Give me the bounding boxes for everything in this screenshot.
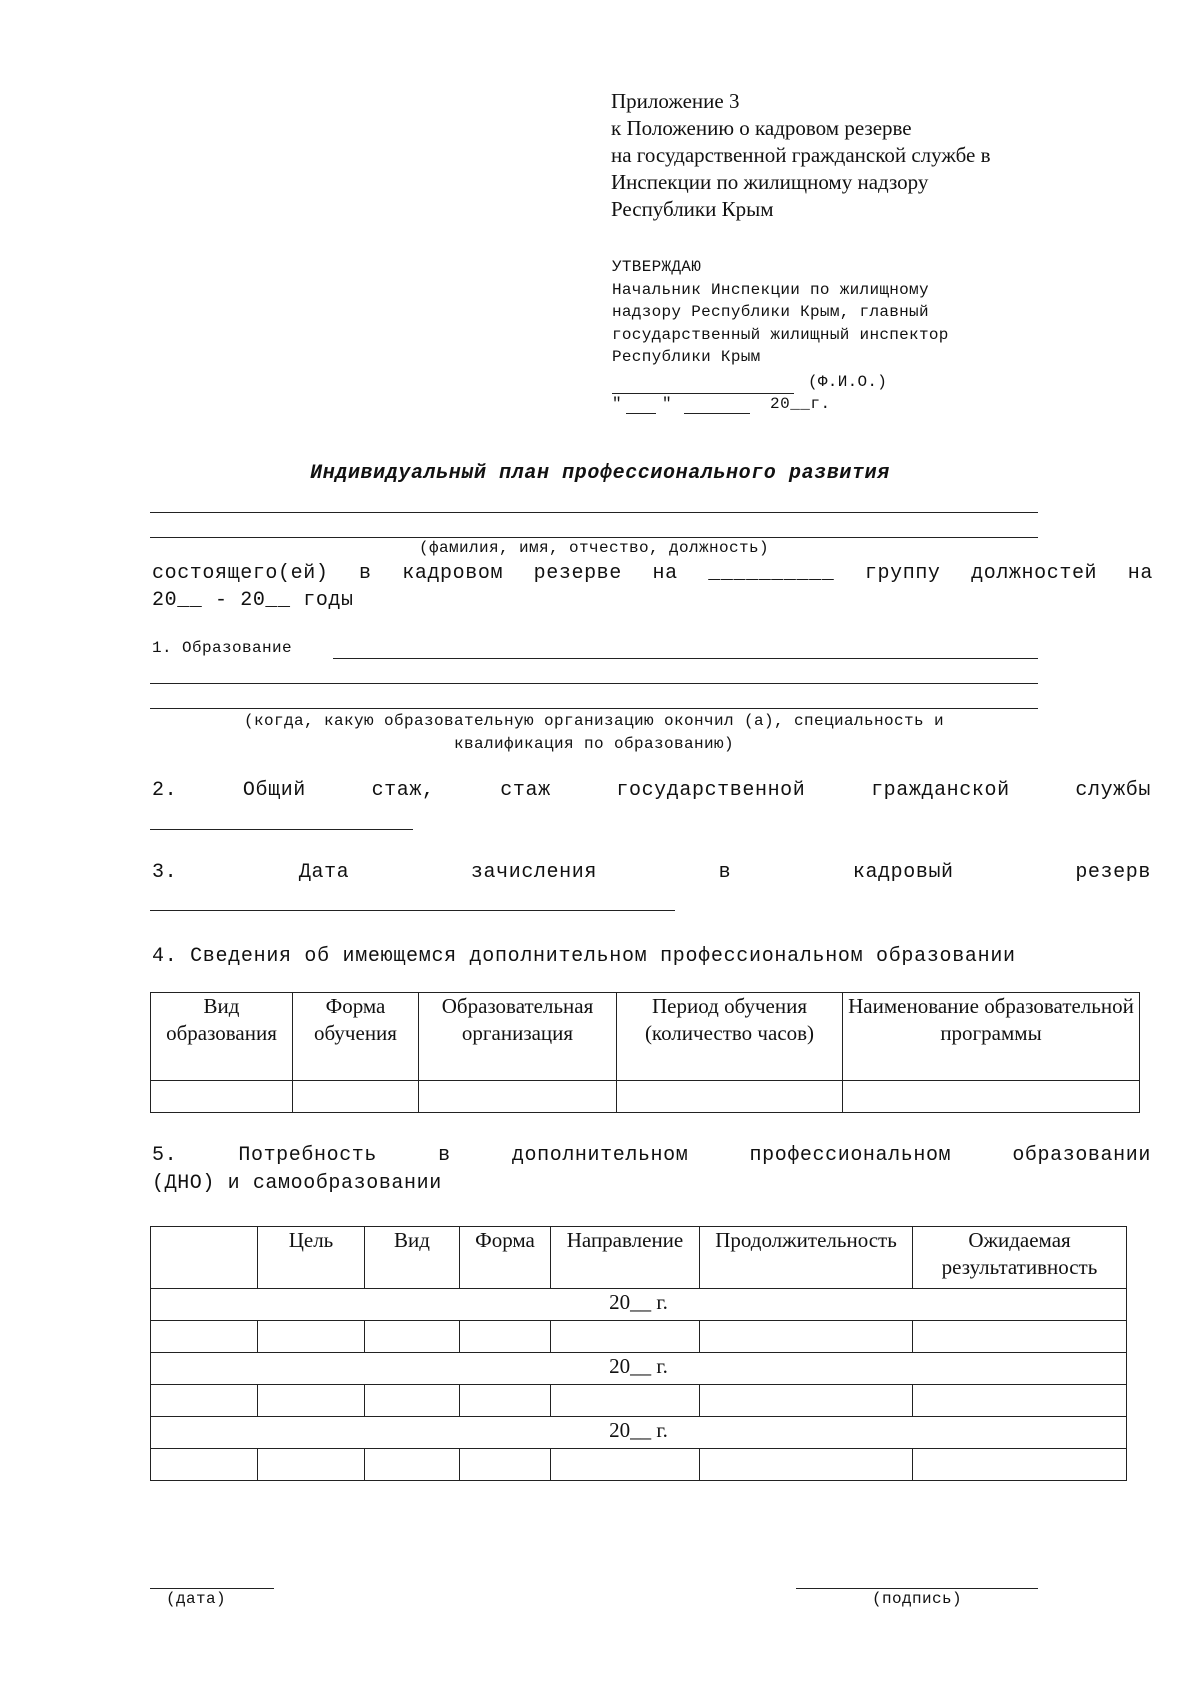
column-header: Период обучения (количество часов) [617,993,843,1081]
year-row [151,1353,1127,1385]
table-cell[interactable] [258,1321,365,1353]
column-header: Форма обучения [293,993,419,1081]
table-row [151,1449,1127,1481]
reserve-word: в [359,562,372,585]
table-cell[interactable] [700,1385,913,1417]
table-cell[interactable] [551,1449,700,1481]
year-label: 20__ г. [151,1417,1127,1449]
column-header: Ожидаемая результативность [913,1227,1127,1289]
education-line-1[interactable] [333,658,1038,659]
appendix-line: на государственной гражданской службе в [611,143,991,167]
table-cell[interactable] [365,1321,460,1353]
section2-sentence [152,779,1151,802]
table-cell[interactable] [617,1081,843,1113]
section3-sentence [152,861,1151,884]
document-title: Индивидуальный план профессионального развития [310,462,890,485]
table-cell[interactable] [843,1081,1140,1113]
table-cell[interactable] [551,1385,700,1417]
year-row [151,1289,1127,1321]
table-cell[interactable] [460,1321,551,1353]
section3-word: кадровый [852,861,954,884]
section2-word: стаж, [371,779,435,802]
reserve-years: 20__ - 20__ годы [152,589,354,612]
table-header-row [151,993,1140,1081]
column-header: Направление [551,1227,700,1289]
section1-label: 1. Образование [152,639,293,657]
column-header [151,1227,258,1289]
education-caption-line: (когда, какую образовательную организацию окончил (а), специальность и [243,712,945,730]
dno-table [150,1226,1127,1481]
reserve-word: кадровом [402,562,504,585]
column-header: Цель [258,1227,365,1289]
approval-line: Начальник Инспекции по жилищному [612,280,929,299]
table-cell[interactable] [419,1081,617,1113]
education-line-3[interactable] [150,708,1038,709]
reserve-word: состоящего(ей) [152,562,329,585]
reserve-word: должностей [971,562,1098,585]
date-quote-close: " [662,395,672,413]
appendix-line: Инспекции по жилищному надзору [611,170,929,194]
column-header: Вид образования [151,993,293,1081]
column-header: Форма [460,1227,551,1289]
section3-word: зачисления [470,861,597,884]
appendix-line: Республики Крым [611,197,774,221]
section3-word: в [718,861,732,884]
date-label: (дата) [166,1590,227,1608]
table-cell[interactable] [913,1449,1127,1481]
section5-heading-line2: (ДНО) и самообразовании [152,1172,442,1195]
section2-word: службы [1075,779,1151,802]
fio-signature-line[interactable] [612,393,794,394]
year-label: 20__ г. [151,1289,1127,1321]
column-header: Образовательная организация [419,993,617,1081]
column-header: Наименование образовательной программы [843,993,1140,1081]
year-label: 20__ г. [151,1353,1127,1385]
service-length-line[interactable] [150,829,413,830]
table-cell[interactable] [258,1449,365,1481]
table-cell[interactable] [151,1449,258,1481]
education-caption [150,710,1038,756]
section2-word: государственной [616,779,806,802]
approval-block [612,256,949,369]
table-cell[interactable] [151,1081,293,1113]
table-header-row [151,1227,1127,1289]
date-year: 20__г. [770,395,831,413]
table-cell[interactable] [151,1385,258,1417]
approval-line: Республики Крым [612,348,761,366]
appendix-line: Приложение 3 [611,89,740,113]
date-day-line[interactable] [626,413,656,414]
section5-word: профессиональном [749,1144,952,1167]
education-caption-line: квалификация по образованию) [453,735,735,753]
column-header: Продолжительность [700,1227,913,1289]
table-cell[interactable] [460,1385,551,1417]
reserve-word: на [1127,562,1153,585]
table-cell[interactable] [365,1449,460,1481]
approval-line: государственный жилищный инспектор [612,325,949,344]
table-cell[interactable] [151,1321,258,1353]
person-line-1[interactable] [150,512,1038,513]
column-header: Вид [365,1227,460,1289]
section2-word: 2. [152,779,178,802]
section5-word: в [438,1144,451,1167]
reserve-word: на [652,562,678,585]
year-row [151,1417,1127,1449]
table-cell[interactable] [293,1081,419,1113]
section2-word: гражданской [871,779,1010,802]
signature-line[interactable] [796,1588,1038,1589]
section3-word: 3. [152,861,178,884]
appendix-header [611,88,991,223]
date-quote-open: " [612,395,622,413]
section2-word: стаж [500,779,551,802]
section5-word: дополнительном [511,1144,689,1167]
table-cell[interactable] [258,1385,365,1417]
approval-line: надзору Республики Крым, главный [612,303,929,321]
table-cell[interactable] [700,1449,913,1481]
appendix-line: к Положению о кадровом резерве [611,116,912,140]
date-month-line[interactable] [684,413,750,414]
person-caption: (фамилия, имя, отчество, должность) [418,539,770,557]
section5-heading [152,1144,1151,1167]
signature-label: (подпись) [872,1590,963,1608]
table-row [151,1321,1127,1353]
date-signature-line[interactable] [150,1588,274,1589]
table-cell[interactable] [913,1385,1127,1417]
group-blank[interactable]: __________ [708,562,835,585]
table-cell[interactable] [700,1321,913,1353]
section3-word: Дата [298,861,350,884]
reserve-word: резерве [533,562,622,585]
section4-heading: 4. Сведения об имеющемся дополнительном профессиональном образовании [152,945,1016,968]
section5-word: Потребность [238,1144,377,1167]
enrollment-date-line[interactable] [150,910,675,911]
approval-title: УТВЕРЖДАЮ [612,258,702,276]
reserve-word: группу [864,562,941,585]
table-row [151,1385,1127,1417]
table-cell[interactable] [551,1321,700,1353]
table-cell[interactable] [365,1385,460,1417]
education-line-2[interactable] [150,683,1038,684]
section5-word: 5. [152,1144,178,1167]
reserve-sentence [152,562,1153,585]
table-cell[interactable] [460,1449,551,1481]
section2-word: Общий [242,779,306,802]
dpo-table [150,992,1140,1113]
person-line-2[interactable] [150,537,1038,538]
table-row [151,1081,1140,1113]
fio-label: (Ф.И.О.) [808,373,888,391]
table-cell[interactable] [913,1321,1127,1353]
section3-word: резерв [1075,861,1151,884]
section5-word: образовании [1012,1144,1151,1167]
